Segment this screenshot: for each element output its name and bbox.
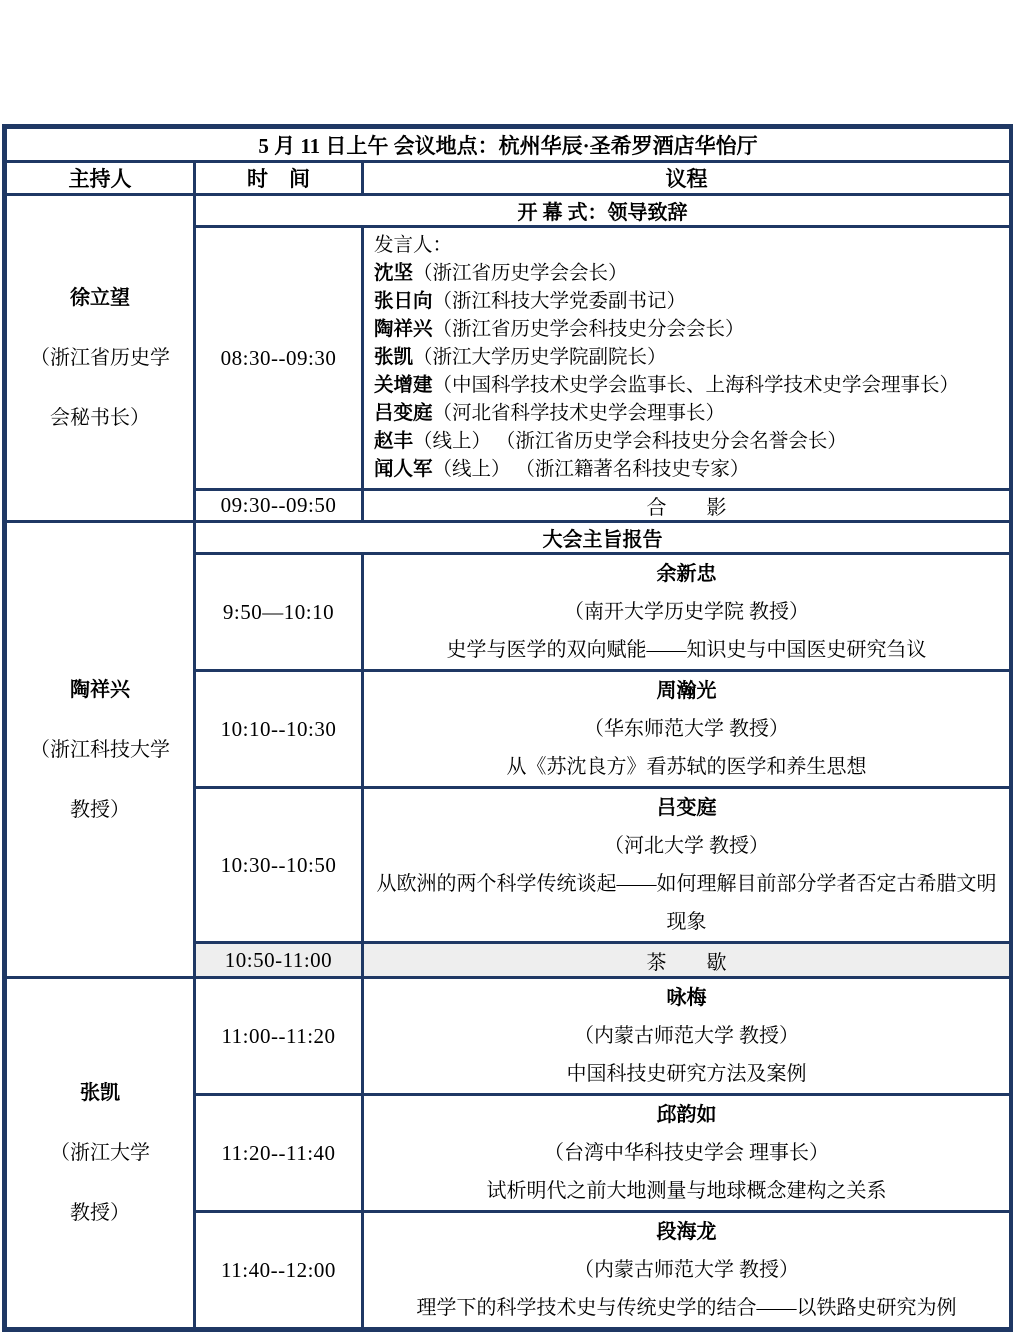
conference-agenda-table (2, 124, 1013, 1332)
speaker-name: 赵丰 (374, 431, 414, 452)
speaker-line (374, 372, 1001, 400)
moderator-name: 徐立望 (70, 287, 130, 309)
talk-affiliation: （台湾中华科技史学会 理事长） (544, 1142, 829, 1164)
table-row (5, 978, 1012, 1095)
moderator-name: 张凯 (80, 1082, 120, 1104)
section-header-opening: 开 幕 式：领导致辞 (195, 195, 1012, 227)
talk-title: 从《苏沈良方》看苏轼的医学和养生思想 (506, 756, 867, 778)
moderator-affiliation: （浙江科技大学 (30, 738, 170, 761)
talk-speaker: 吕变庭 (656, 797, 717, 819)
talk-cell (363, 1095, 1012, 1212)
moderator-affiliation: （浙江大学 (50, 1142, 150, 1164)
time-cell: 11:00--11:20 (195, 978, 363, 1095)
speaker-line (374, 260, 1001, 288)
table-row (5, 195, 1012, 227)
time-cell: 9:50—10:10 (195, 554, 363, 671)
speaker-line (374, 456, 1001, 484)
column-header-agenda: 议程 (363, 162, 1012, 195)
speaker-line (374, 344, 1001, 372)
time-cell: 11:20--11:40 (195, 1095, 363, 1212)
talk-speaker: 段海龙 (656, 1221, 717, 1243)
speaker-desc: （浙江大学历史学院副院长） (413, 347, 667, 368)
table-row (5, 522, 1012, 554)
speaker-desc: （浙江省历史学会科技史分会会长） (432, 319, 745, 340)
speakers-intro: 发言人： (374, 235, 453, 256)
talk-cell (363, 978, 1012, 1095)
speaker-name: 闻人军 (374, 459, 433, 480)
time-cell: 10:30--10:50 (195, 788, 363, 943)
talk-title: 从欧洲的两个科学传统谈起——如何理解目前部分学者否定古希腊文明现象 (376, 873, 997, 933)
speaker-name: 关增建 (374, 375, 433, 396)
speaker-line (374, 288, 1001, 316)
table-row (5, 162, 1012, 195)
speaker-name: 张日向 (374, 291, 433, 312)
speaker-name: 吕变庭 (374, 403, 433, 424)
talk-speaker: 咏梅 (666, 987, 707, 1009)
photo-label: 合 影 (363, 490, 1012, 522)
time-cell: 09:30--09:50 (195, 490, 363, 522)
session-title: 5 月 11 日上午 会议地点：杭州华辰·圣希罗酒店华怡厅 (5, 127, 1012, 162)
speaker-name: 陶祥兴 (374, 319, 433, 340)
talk-affiliation: （华东师范大学 教授） (584, 718, 789, 740)
talk-speaker: 邱韵如 (656, 1104, 717, 1126)
moderator-name: 陶祥兴 (70, 678, 130, 701)
speaker-desc: （中国科学技术史学会监事长、上海科学技术史学会理事长） (432, 375, 960, 396)
column-header-time: 时 间 (195, 162, 363, 195)
speakers-cell (363, 227, 1012, 490)
speaker-desc: （河北省科学技术史学会理事长） (432, 403, 726, 424)
table-row (5, 127, 1012, 162)
talk-title: 理学下的科学技术史与传统史学的结合——以铁路史研究为例 (416, 1297, 957, 1319)
tea-break-label: 茶 歇 (363, 943, 1012, 978)
speaker-line (374, 428, 1001, 456)
talk-affiliation: （南开大学历史学院 教授） (564, 601, 809, 623)
talk-cell (363, 1212, 1012, 1330)
speaker-name: 张凯 (374, 347, 414, 368)
talk-title: 试析明代之前大地测量与地球概念建构之关系 (486, 1180, 887, 1202)
talk-affiliation: （河北大学 教授） (604, 835, 769, 857)
talk-speaker: 周瀚光 (656, 680, 717, 702)
time-cell: 08:30--09:30 (195, 227, 363, 490)
speaker-desc: （浙江科技大学党委副书记） (432, 291, 687, 312)
talk-title: 中国科技史研究方法及案例 (566, 1063, 807, 1085)
talk-affiliation: （内蒙古师范大学 教授） (574, 1025, 799, 1047)
time-cell: 10:50-11:00 (195, 943, 363, 978)
time-cell: 11:40--12:00 (195, 1212, 363, 1330)
speaker-desc: （线上） （浙江籍著名科技史专家） (432, 459, 750, 480)
speaker-desc: （线上） （浙江省历史学会科技史分会名誉会长） (413, 431, 847, 452)
moderator-affiliation: （浙江省历史学 (30, 347, 170, 369)
talk-title: 史学与医学的双向赋能——知识史与中国医史研究刍议 (446, 639, 927, 661)
speaker-desc: （浙江省历史学会会长） (413, 263, 628, 284)
talk-cell (363, 788, 1012, 943)
column-header-moderator: 主持人 (5, 162, 195, 195)
section-header-keynote: 大会主旨报告 (195, 522, 1012, 554)
talk-cell (363, 671, 1012, 788)
moderator-cell (5, 978, 195, 1330)
time-cell: 10:10--10:30 (195, 671, 363, 788)
moderator-affiliation: 教授） (70, 798, 130, 821)
talk-cell (363, 554, 1012, 671)
moderator-cell (5, 195, 195, 522)
speaker-name: 沈坚 (374, 263, 414, 284)
moderator-affiliation: 会秘书长） (50, 407, 150, 429)
talk-affiliation: （内蒙古师范大学 教授） (574, 1259, 799, 1281)
moderator-affiliation: 教授） (70, 1202, 130, 1224)
speaker-line (374, 400, 1001, 428)
talk-speaker: 余新忠 (656, 563, 717, 585)
speaker-line (374, 316, 1001, 344)
moderator-cell (5, 522, 195, 978)
